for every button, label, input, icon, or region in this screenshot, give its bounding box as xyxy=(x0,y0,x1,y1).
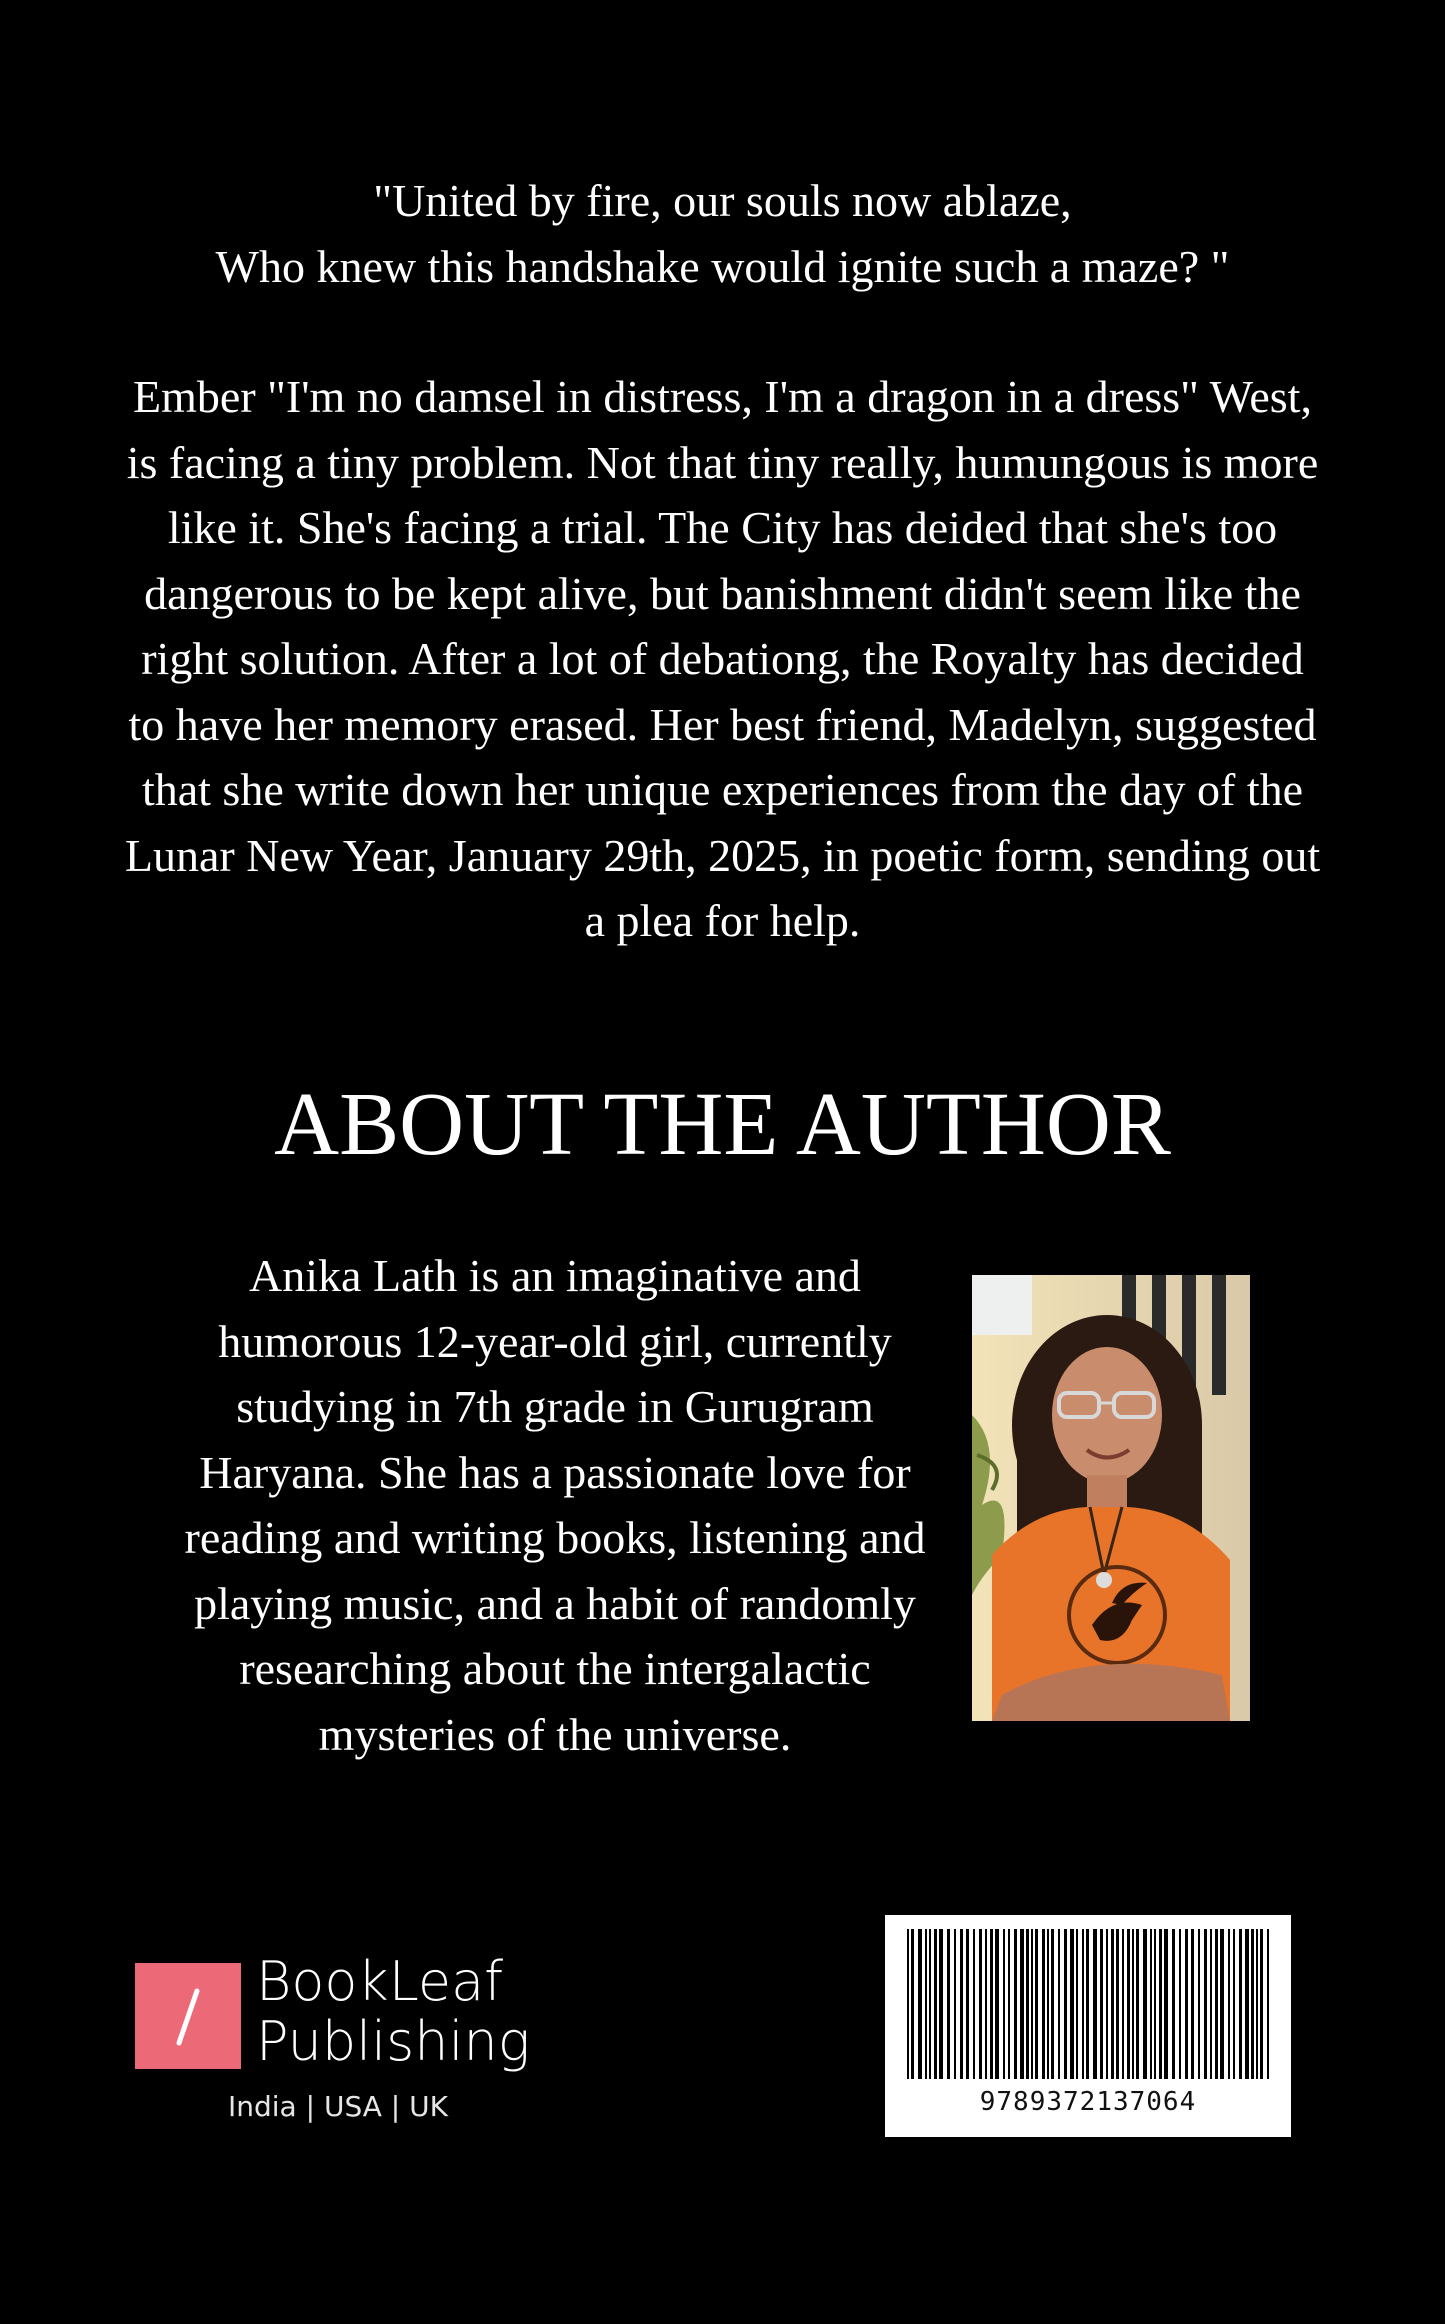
barcode-bar xyxy=(911,1929,914,2079)
barcode-bar xyxy=(995,1929,999,2079)
barcode-bar xyxy=(1116,1929,1119,2079)
barcode-bar xyxy=(939,1929,943,2079)
barcode-bar xyxy=(1267,1929,1269,2079)
barcode-bar xyxy=(1042,1929,1045,2079)
author-portrait-illustration xyxy=(972,1275,1250,1721)
barcode-bar xyxy=(1106,1929,1108,2079)
barcode-bar xyxy=(1136,1929,1139,2079)
barcode-bar xyxy=(1111,1929,1114,2079)
barcode-bar xyxy=(1076,1929,1078,2079)
barcode-bar xyxy=(929,1929,931,2079)
barcode-bar xyxy=(966,1929,969,2079)
barcode-bar xyxy=(1233,1929,1235,2079)
barcode-bar xyxy=(954,1929,956,2079)
about-the-author-heading: ABOUT THE AUTHOR xyxy=(274,1075,1171,1174)
barcode-bar xyxy=(960,1929,963,2079)
barcode-bar xyxy=(1051,1929,1054,2079)
barcode-bar xyxy=(1064,1929,1067,2079)
barcode-bar xyxy=(1239,1929,1242,2079)
barcode-bar xyxy=(1127,1929,1130,2079)
publisher-name-line-1: BookLeaf xyxy=(256,1950,504,2013)
barcode-bar xyxy=(918,1929,922,2079)
opening-quote xyxy=(100,168,1345,300)
barcode-bar xyxy=(990,1929,993,2079)
quote-line-2: Who knew this handshake would ignite such a maze? " xyxy=(215,241,1230,292)
isbn-barcode xyxy=(885,1915,1291,2137)
barcode-bar xyxy=(973,1929,975,2079)
barcode-bar xyxy=(1228,1929,1230,2079)
barcode-bar xyxy=(934,1929,937,2079)
quote-line-1: "United by fire, our souls now ablaze, xyxy=(373,175,1072,226)
barcode-bar xyxy=(1220,1929,1224,2079)
barcode-bar xyxy=(979,1929,982,2079)
publisher-name-line-2: Publishing xyxy=(256,2010,531,2073)
barcode-bar xyxy=(1031,1929,1033,2079)
barcode-bar xyxy=(1100,1929,1103,2079)
author-bio: Anika Lath is an imaginative and humorous 12-year-old girl, currently studying in 7th grade in Gurugram Haryana. She has a passionate love for reading and writing books, listening and playing music, and a habit of randomly researching about the intergalactic mysteries of the universe. xyxy=(184,1250,926,1760)
barcode-bar xyxy=(1122,1929,1124,2079)
bookleaf-logo xyxy=(135,1963,241,2069)
barcode-bar xyxy=(1172,1929,1175,2079)
barcode-bar xyxy=(1026,1929,1029,2079)
barcode-bars xyxy=(885,1915,1291,2085)
barcode-bar xyxy=(1256,1929,1258,2079)
author-photo xyxy=(972,1275,1250,1721)
barcode-bar xyxy=(1143,1929,1147,2079)
barcode-bar xyxy=(1047,1929,1049,2079)
barcode-bar xyxy=(1164,1929,1168,2079)
barcode-bar xyxy=(1185,1929,1188,2079)
barcode-bar xyxy=(1014,1929,1017,2079)
barcode-bar xyxy=(1204,1929,1207,2079)
barcode-bar xyxy=(1008,1929,1010,2079)
barcode-bar xyxy=(1154,1929,1156,2079)
barcode-bar xyxy=(947,1929,950,2079)
barcode-bar xyxy=(1035,1929,1038,2079)
barcode-bar xyxy=(1179,1929,1181,2079)
barcode-bar xyxy=(1260,1929,1263,2079)
barcode-bar xyxy=(1086,1929,1089,2079)
barcode-bar xyxy=(1003,1929,1005,2079)
barcode-bar xyxy=(907,1929,909,2079)
barcode-bar xyxy=(1159,1929,1162,2079)
barcode-bar xyxy=(925,1929,927,2079)
barcode-bar xyxy=(1191,1929,1194,2079)
barcode-bar xyxy=(1198,1929,1200,2079)
barcode-bar xyxy=(985,1929,987,2079)
barcode-bar xyxy=(1020,1929,1024,2079)
barcode-bar xyxy=(1215,1929,1218,2079)
barcode-bar xyxy=(1245,1929,1249,2079)
publisher-name xyxy=(256,1952,530,2072)
barcode-bar xyxy=(1210,1929,1212,2079)
publisher-countries: India | USA | UK xyxy=(228,2090,448,2123)
barcode-bar xyxy=(1070,1929,1074,2079)
isbn-number: 9789372137064 xyxy=(979,2087,1197,2117)
barcode-bar xyxy=(1082,1929,1084,2079)
barcode-bar xyxy=(1093,1929,1097,2079)
barcode-bar xyxy=(1132,1929,1134,2079)
slash-logo-icon xyxy=(135,1963,241,2069)
book-blurb: Ember "I'm no damsel in distress, I'm a dragon in a dress" West, is facing a tiny problem. Not that tiny really, humungous is more like it. She's facing a trial. The City has deided that she's too dangerous to be kept alive, but banishment didn't seem like the right solution. After a lot of debationg, the Royalty has decided to have her memory erased. Her best friend, Madelyn, suggested that she write down her unique experiences from the day of the Lunar New Year, January 29th, 2025, in poetic form, sending out a plea for help. xyxy=(124,371,1321,946)
barcode-bar xyxy=(1150,1929,1152,2079)
barcode-bar xyxy=(1251,1929,1254,2079)
barcode-bar xyxy=(1058,1929,1060,2079)
